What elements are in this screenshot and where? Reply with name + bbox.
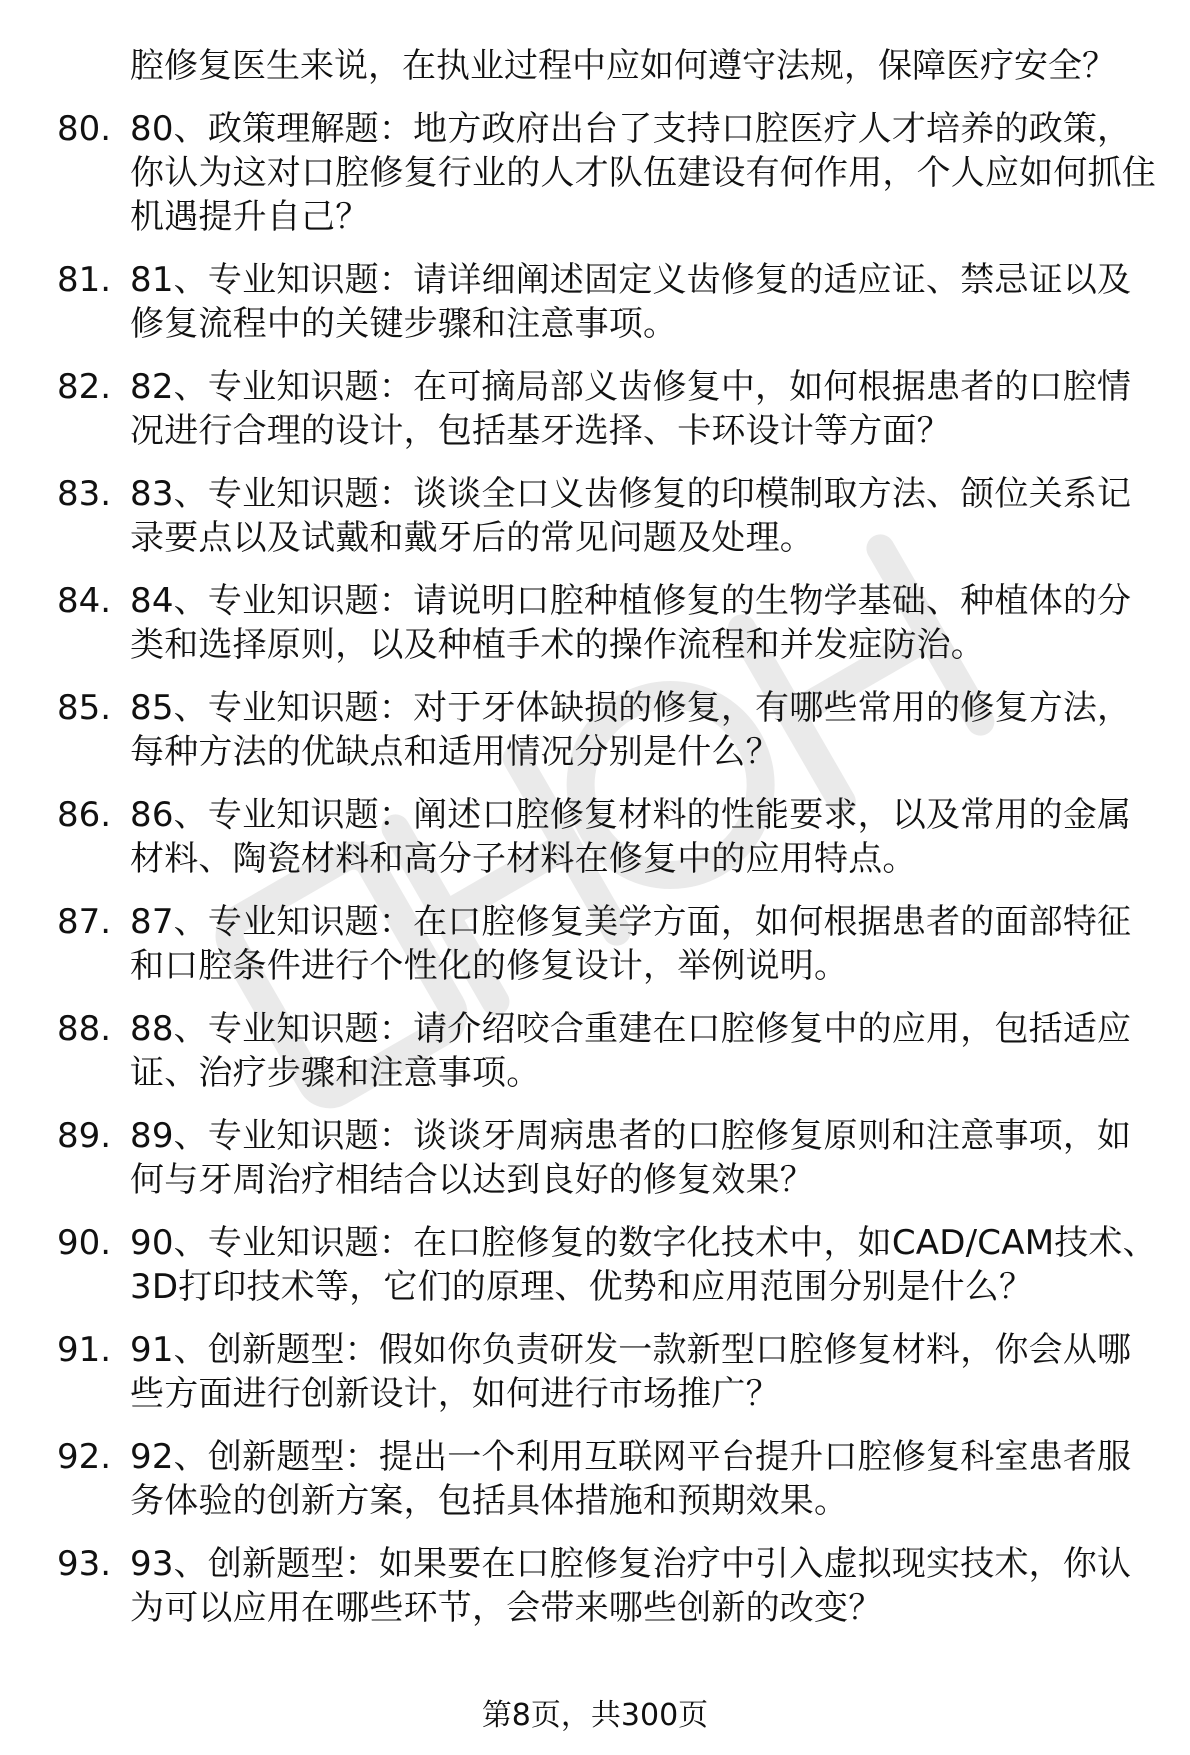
item-text: 89、专业知识题：谈谈牙周病患者的口腔修复原则和注意事项，如何与牙周治疗相结合以达到良好的修复效果？: [130, 1116, 1132, 1200]
item-number: 92.: [57, 1437, 112, 1477]
list-item-82: [0, 365, 1190, 453]
item-number: 85.: [57, 688, 112, 728]
list-item-87: [0, 900, 1190, 988]
list-item-91: [0, 1328, 1190, 1416]
item-number: 87.: [57, 902, 112, 942]
continuation-paragraph: 腔修复医生来说，在执业过程中应如何遵守法规，保障医疗安全？: [130, 46, 1116, 86]
item-text: 80、政策理解题：地方政府出台了支持口腔医疗人才培养的政策，你认为这对口腔修复行业的人才队伍建设有何作用，个人应如何抓住机遇提升自己？: [130, 109, 1156, 237]
list-item-92: [0, 1435, 1190, 1523]
list-item-93: [0, 1542, 1190, 1630]
list-item-86: [0, 793, 1190, 881]
item-text: 81、专业知识题：请详细阐述固定义齿修复的适应证、禁忌证以及修复流程中的关键步骤和注意事项。: [130, 260, 1132, 344]
item-text: 84、专业知识题：请说明口腔种植修复的生物学基础、种植体的分类和选择原则，以及种植手术的操作流程和并发症防治。: [130, 581, 1132, 665]
list-item-88: [0, 1007, 1190, 1095]
item-number: 89.: [57, 1116, 112, 1156]
list-item-80: [0, 107, 1190, 239]
item-number: 86.: [57, 795, 112, 835]
item-text: 85、专业知识题：对于牙体缺损的修复，有哪些常用的修复方法，每种方法的优缺点和适用情况分别是什么？: [130, 688, 1132, 772]
page-footer: 第8页，共300页: [481, 1698, 709, 1733]
item-text: 93、创新题型：如果要在口腔修复治疗中引入虚拟现实技术，你认为可以应用在哪些环节，会带来哪些创新的改变？: [130, 1544, 1132, 1628]
list-item-83: [0, 472, 1190, 560]
item-text: 83、专业知识题：谈谈全口义齿修复的印模制取方法、颌位关系记录要点以及试戴和戴牙后的常见问题及处理。: [130, 474, 1132, 558]
item-number: 90.: [57, 1223, 112, 1263]
item-text: 87、专业知识题：在口腔修复美学方面，如何根据患者的面部特征和口腔条件进行个性化的修复设计，举例说明。: [130, 902, 1132, 986]
item-text: 92、创新题型：提出一个利用互联网平台提升口腔修复科室患者服务体验的创新方案，包括具体措施和预期效果。: [130, 1437, 1132, 1521]
item-text: 82、专业知识题：在可摘局部义齿修复中，如何根据患者的口腔情况进行合理的设计，包括基牙选择、卡环设计等方面？: [130, 367, 1132, 451]
list-item-81: [0, 258, 1190, 346]
item-number: 91.: [57, 1330, 112, 1370]
item-number: 83.: [57, 474, 112, 514]
item-number: 93.: [57, 1544, 112, 1584]
list-item-89: [0, 1114, 1190, 1202]
item-text: 86、专业知识题：阐述口腔修复材料的性能要求，以及常用的金属材料、陶瓷材料和高分子材料在修复中的应用特点。: [130, 795, 1132, 879]
item-number: 80.: [57, 109, 112, 149]
item-number: 82.: [57, 367, 112, 407]
item-text: 91、创新题型：假如你负责研发一款新型口腔修复材料，你会从哪些方面进行创新设计，如何进行市场推广？: [130, 1330, 1132, 1414]
list-item-90: [0, 1221, 1190, 1309]
list-item-84: [0, 579, 1190, 667]
item-text: 90、专业知识题：在口腔修复的数字化技术中，如CAD/CAM技术、3D打印技术等，它们的原理、优势和应用范围分别是什么？: [130, 1223, 1157, 1307]
document-body: [0, 44, 1190, 1649]
list-item-85: [0, 686, 1190, 774]
item-number: 81.: [57, 260, 112, 300]
item-number: 88.: [57, 1009, 112, 1049]
item-text: 88、专业知识题：请介绍咬合重建在口腔修复中的应用，包括适应证、治疗步骤和注意事项。: [130, 1009, 1132, 1093]
item-number: 84.: [57, 581, 112, 621]
